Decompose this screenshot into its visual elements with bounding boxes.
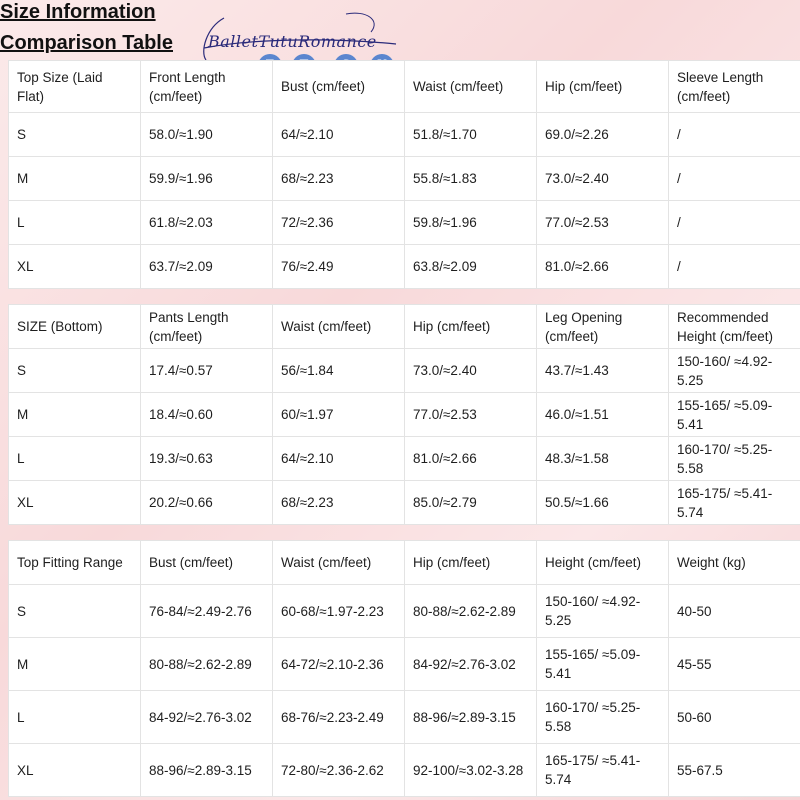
- table-cell: 60-68/≈1.97-2.23: [273, 585, 405, 638]
- header-cell: Front Length (cm/feet): [141, 61, 273, 113]
- table-cell: 150-160/ ≈4.92-5.25: [537, 585, 669, 638]
- page-title-line-1: Size Information: [0, 1, 156, 23]
- table-row: [9, 585, 800, 638]
- table-cell: 19.3/≈0.63: [141, 437, 273, 481]
- table-cell: /: [669, 201, 800, 245]
- table-cell: 68/≈2.23: [273, 157, 405, 201]
- header-cell: Weight (kg): [669, 541, 800, 585]
- header-cell: Waist (cm/feet): [273, 305, 405, 349]
- table-row: [9, 691, 800, 744]
- table-cell: 81.0/≈2.66: [405, 437, 537, 481]
- table-row: [9, 393, 800, 437]
- table-cell: 56/≈1.84: [273, 349, 405, 393]
- table-row: [9, 201, 800, 245]
- table-row: [9, 157, 800, 201]
- table-cell: S: [9, 349, 141, 393]
- table-cell: 72-80/≈2.36-2.62: [273, 744, 405, 797]
- table-cell: 80-88/≈2.62-2.89: [141, 638, 273, 691]
- table-cell: 61.8/≈2.03: [141, 201, 273, 245]
- table-cell: 48.3/≈1.58: [537, 437, 669, 481]
- table-cell: /: [669, 157, 800, 201]
- table-cell: 51.8/≈1.70: [405, 113, 537, 157]
- table-header-row: [9, 541, 800, 585]
- table-cell: 155-165/ ≈5.09-5.41: [537, 638, 669, 691]
- bottom-size-table: [8, 304, 800, 525]
- table-cell: 55-67.5: [669, 744, 800, 797]
- table-cell: 69.0/≈2.26: [537, 113, 669, 157]
- table-cell: 60/≈1.97: [273, 393, 405, 437]
- header-cell: Sleeve Length (cm/feet): [669, 61, 800, 113]
- table-cell: 55.8/≈1.83: [405, 157, 537, 201]
- table-row: [9, 744, 800, 797]
- table-cell: 40-50: [669, 585, 800, 638]
- table-cell: 63.8/≈2.09: [405, 245, 537, 289]
- table-cell: 85.0/≈2.79: [405, 481, 537, 525]
- header-cell: SIZE (Bottom): [9, 305, 141, 349]
- header-cell: Pants Length (cm/feet): [141, 305, 273, 349]
- table-cell: 165-175/ ≈5.41-5.74: [669, 481, 800, 525]
- table-cell: XL: [9, 744, 141, 797]
- header-cell: Bust (cm/feet): [273, 61, 405, 113]
- header-cell: Hip (cm/feet): [405, 541, 537, 585]
- header-cell: Top Fitting Range: [9, 541, 141, 585]
- table-cell: 88-96/≈2.89-3.15: [141, 744, 273, 797]
- table-cell: 165-175/ ≈5.41-5.74: [537, 744, 669, 797]
- header-cell: Height (cm/feet): [537, 541, 669, 585]
- table-row: [9, 245, 800, 289]
- header-cell: Waist (cm/feet): [405, 61, 537, 113]
- table-header-row: [9, 61, 800, 113]
- table-cell: 84-92/≈2.76-3.02: [141, 691, 273, 744]
- table-cell: 80-88/≈2.62-2.89: [405, 585, 537, 638]
- table-cell: 155-165/ ≈5.09-5.41: [669, 393, 800, 437]
- table-cell: 50-60: [669, 691, 800, 744]
- table-cell: L: [9, 201, 141, 245]
- brand-name: BalletTutuRomance: [208, 32, 377, 51]
- header-cell: Hip (cm/feet): [405, 305, 537, 349]
- table-cell: 77.0/≈2.53: [405, 393, 537, 437]
- table-cell: 50.5/≈1.66: [537, 481, 669, 525]
- table-cell: 81.0/≈2.66: [537, 245, 669, 289]
- table-cell: 59.9/≈1.96: [141, 157, 273, 201]
- table-cell: XL: [9, 481, 141, 525]
- table-cell: 20.2/≈0.66: [141, 481, 273, 525]
- table-cell: S: [9, 585, 141, 638]
- table-row: [9, 481, 800, 525]
- table-cell: 92-100/≈3.02-3.28: [405, 744, 537, 797]
- table-cell: 64/≈2.10: [273, 437, 405, 481]
- table-cell: 150-160/ ≈4.92-5.25: [669, 349, 800, 393]
- header-cell: Recommended Height (cm/feet): [669, 305, 800, 349]
- top-fitting-range-table: [8, 540, 800, 797]
- table-cell: 63.7/≈2.09: [141, 245, 273, 289]
- table-cell: 18.4/≈0.60: [141, 393, 273, 437]
- table-cell: /: [669, 113, 800, 157]
- table-cell: 46.0/≈1.51: [537, 393, 669, 437]
- header-cell: Bust (cm/feet): [141, 541, 273, 585]
- header-cell: Hip (cm/feet): [537, 61, 669, 113]
- table-cell: M: [9, 638, 141, 691]
- table-cell: 64/≈2.10: [273, 113, 405, 157]
- table-cell: 77.0/≈2.53: [537, 201, 669, 245]
- table-row: [9, 638, 800, 691]
- table-row: [9, 349, 800, 393]
- table-cell: 58.0/≈1.90: [141, 113, 273, 157]
- table-cell: L: [9, 691, 141, 744]
- table-row: [9, 437, 800, 481]
- table-cell: 68-76/≈2.23-2.49: [273, 691, 405, 744]
- table-cell: 160-170/ ≈5.25-5.58: [669, 437, 800, 481]
- table-cell: 59.8/≈1.96: [405, 201, 537, 245]
- table-cell: XL: [9, 245, 141, 289]
- table-cell: 76/≈2.49: [273, 245, 405, 289]
- table-cell: M: [9, 393, 141, 437]
- table-header-row: [9, 305, 800, 349]
- table-cell: 76-84/≈2.49-2.76: [141, 585, 273, 638]
- header-cell: Top Size (Laid Flat): [9, 61, 141, 113]
- header-cell: Waist (cm/feet): [273, 541, 405, 585]
- page-title-line-2: Comparison Table: [0, 32, 173, 54]
- table-cell: 68/≈2.23: [273, 481, 405, 525]
- table-cell: 160-170/ ≈5.25-5.58: [537, 691, 669, 744]
- table-cell: 73.0/≈2.40: [537, 157, 669, 201]
- table-cell: M: [9, 157, 141, 201]
- table-cell: S: [9, 113, 141, 157]
- table-cell: 88-96/≈2.89-3.15: [405, 691, 537, 744]
- table-cell: L: [9, 437, 141, 481]
- table-row: [9, 113, 800, 157]
- table-cell: 84-92/≈2.76-3.02: [405, 638, 537, 691]
- table-cell: /: [669, 245, 800, 289]
- table-cell: 64-72/≈2.10-2.36: [273, 638, 405, 691]
- table-cell: 17.4/≈0.57: [141, 349, 273, 393]
- header-cell: Leg Opening (cm/feet): [537, 305, 669, 349]
- table-cell: 43.7/≈1.43: [537, 349, 669, 393]
- table-cell: 73.0/≈2.40: [405, 349, 537, 393]
- top-size-table: [8, 60, 800, 289]
- table-cell: 72/≈2.36: [273, 201, 405, 245]
- table-cell: 45-55: [669, 638, 800, 691]
